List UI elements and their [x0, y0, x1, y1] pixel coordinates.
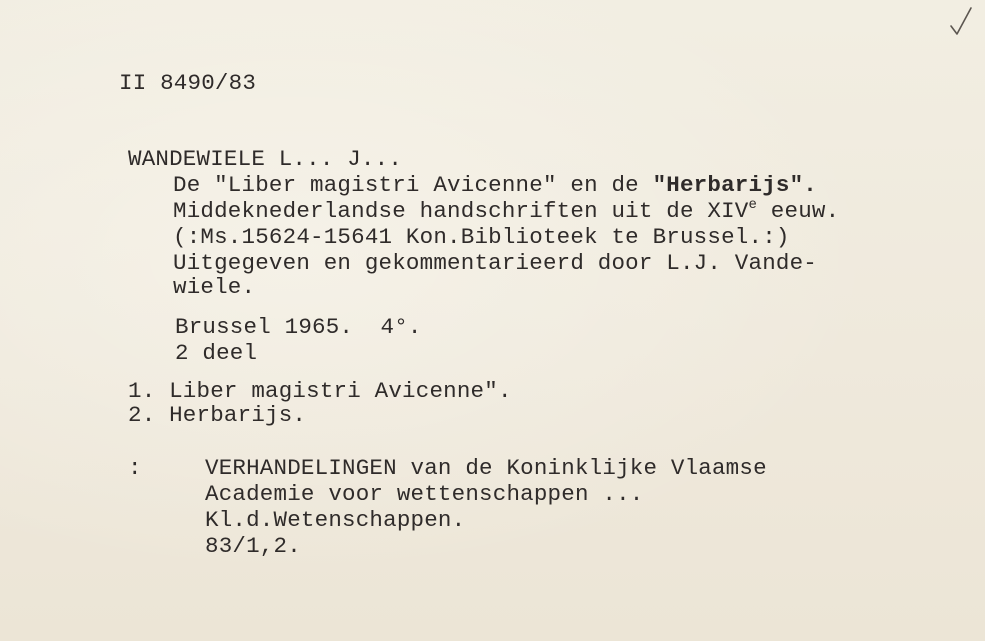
title-line-1 — [173, 172, 817, 198]
title-line-5: wiele. — [173, 274, 256, 300]
title-line-1-text: De "Liber magistri Avicenne" en de — [173, 172, 653, 198]
imprint-volumes: 2 deel — [175, 340, 258, 366]
call-number: II 8490/83 — [119, 70, 257, 96]
title-line-2-text: Middeknederlandse handschriften uit de XIV — [173, 198, 749, 224]
title-line-3: (:Ms.15624-15641 Kon.Biblioteek te Brussel.:) — [173, 224, 790, 250]
imprint-place-date: Brussel 1965. 4°. — [175, 314, 422, 340]
title-line-1-emphasis: "Herbarijs". — [652, 172, 818, 198]
title-line-2-suffix: eeuw. — [757, 198, 840, 224]
title-line-4: Uitgegeven en gekommentarieerd door L.J. Vande- — [173, 250, 818, 276]
author-heading: WANDEWIELE L... J... — [128, 146, 403, 172]
title-line-2 — [173, 198, 839, 227]
contents-item-1: 1. Liber magistri Avicenne". — [128, 378, 512, 404]
title-line-2-superscript: e — [748, 197, 758, 213]
series-line-1: VERHANDELINGEN van de Koninklijke Vlaamse — [205, 455, 767, 481]
series-line-2: Academie voor wettenschappen ... — [205, 481, 644, 507]
contents-item-2: 2. Herbarijs. — [128, 402, 307, 428]
checkmark-icon — [948, 4, 974, 38]
series-line-4: 83/1,2. — [205, 533, 301, 559]
series-marker: : — [128, 455, 142, 481]
series-line-3: Kl.d.Wetenschappen. — [205, 507, 466, 533]
